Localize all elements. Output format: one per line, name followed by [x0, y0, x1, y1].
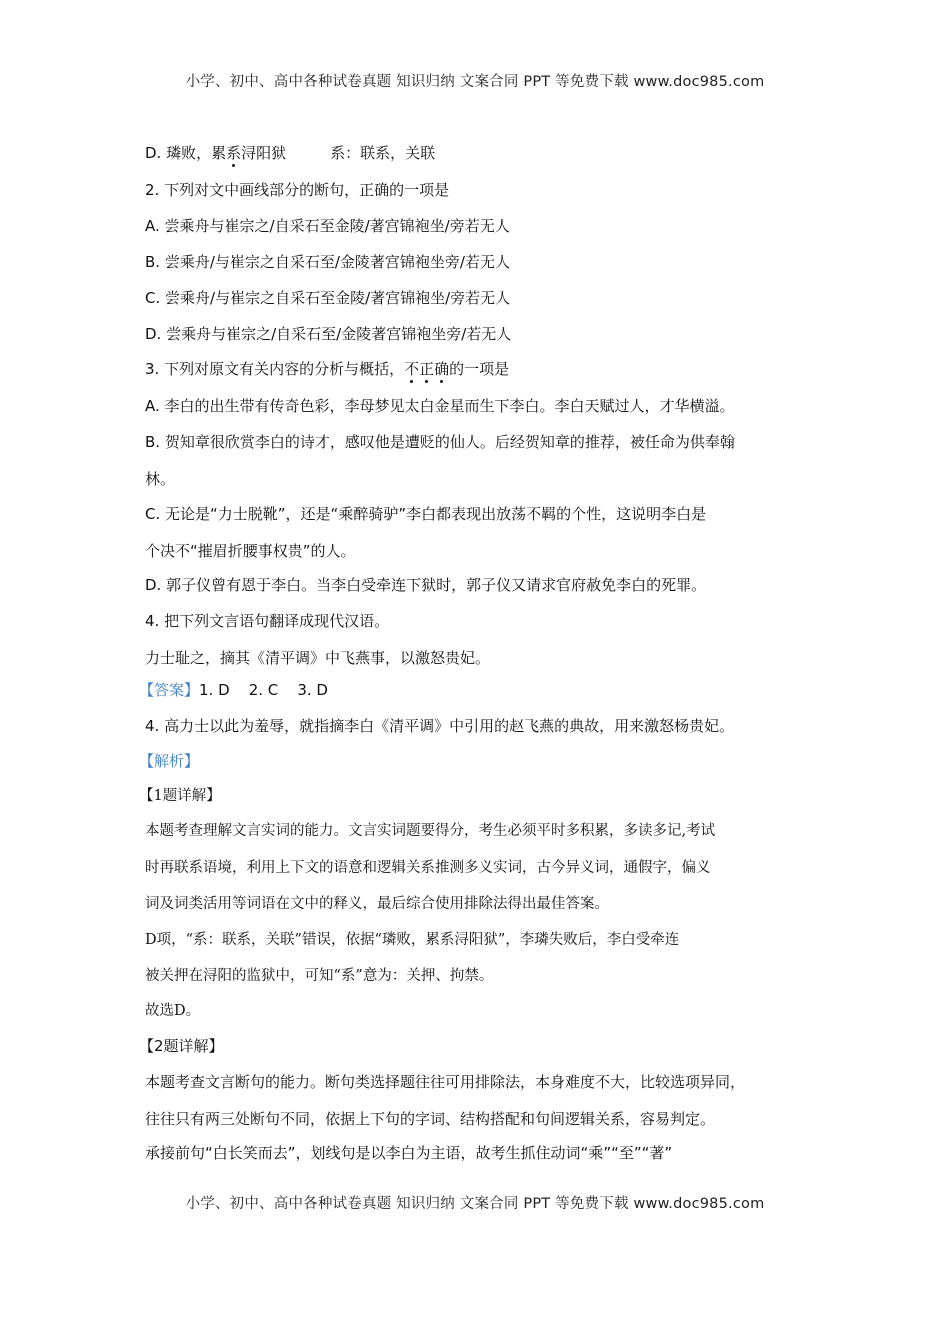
q3-stem-suffix: 的一项是: [449, 360, 510, 378]
emphasized-char: 系: [226, 144, 242, 162]
q1-option-d-rest: 浔阳狱: [241, 144, 287, 162]
q1-analysis-line: 词及词类活用等词语在文中的释义，最后综合使用排除法得出最佳答案。: [145, 896, 609, 912]
q3-option-b-cont: 林。: [145, 470, 176, 488]
q1-analysis-line: 被关押在浔阳的监狱中，可知“系”意为：关押、拘禁。: [145, 968, 494, 984]
q1-option-d: [145, 143, 435, 163]
q1-option-d-gloss: 系：联系，关联: [330, 144, 436, 162]
answer-line: [139, 680, 328, 700]
q2-analysis-line: 承接前句“白长笑而去”，划线句是以李白为主语，故考生抓住动词“乘”“至”“著”: [145, 1144, 673, 1162]
q2-analysis-line: 往往只有两三处断句不同，依据上下句的字词、结构搭配和句间逻辑关系，容易判定。: [145, 1110, 716, 1128]
emphasized-char: 确: [434, 360, 450, 378]
q2-option-b: B. 尝乘舟/与崔宗之自采石至/金陵著宫锦袍坐旁/若无人: [145, 253, 510, 271]
q3-option-d: D. 郭子仪曾有恩于李白。当李白受牵连下狱时，郭子仪又请求官府赦免李白的死罪。: [145, 576, 707, 594]
q3-stem: [145, 359, 509, 379]
analysis-label: 【解析】: [139, 752, 200, 770]
q3-stem-prefix: 3. 下列对原文有关内容的分析与概括，: [145, 360, 405, 378]
q2-option-d: D. 尝乘舟与崔宗之/自采石至/金陵著宫锦袍坐旁/若无人: [145, 325, 512, 343]
answer-values: 1. D 2. C 3. D: [199, 681, 328, 699]
q1-option-d-prefix: D. 璘败，累: [145, 144, 227, 162]
q4-stem: 4. 把下列文言语句翻译成现代汉语。: [145, 612, 390, 630]
q1-analysis-line: 时再联系语境，利用上下文的语意和逻辑关系推测多义实词，古今异义词，通假字，偏义: [145, 860, 711, 876]
footer-watermark: 小学、初中、高中各种试卷真题 知识归纳 文案合同 PPT 等免费下载 www.doc985.com: [185, 1196, 765, 1212]
q4-sentence: 力士耻之，摘其《清平调》中飞燕事，以激怒贵妃。: [145, 649, 491, 667]
q1-analysis-conclusion: 故选D。: [145, 1003, 201, 1019]
q3-option-c: C. 无论是“力士脱靴”，还是“乘醉骑驴”李白都表现出放荡不羁的个性，这说明李白是: [145, 505, 707, 523]
answer-label: 【答案】: [139, 681, 200, 699]
q2-option-a: A. 尝乘舟与崔宗之/自采石至金陵/著宫锦袍坐/旁若无人: [145, 217, 510, 235]
q2-stem: 2. 下列对文中画线部分的断句，正确的一项是: [145, 181, 450, 199]
emphasized-char: 正: [419, 360, 435, 378]
q3-option-a: A. 李白的出生带有传奇色彩，李母梦见太白金星而生下李白。李白天赋过人，才华横溢。: [145, 397, 735, 415]
q2-analysis-heading: 【2题详解】: [139, 1037, 224, 1055]
q3-option-b: B. 贺知章很欣赏李白的诗才，感叹他是遭贬的仙人。后经贺知章的推荐，被任命为供奉翰: [145, 433, 735, 451]
q1-analysis-line: 本题考查理解文言实词的能力。文言实词题要得分，考生必须平时多积累，多读多记,考试: [145, 823, 716, 839]
answer-translation: 4. 高力士以此为羞辱，就指摘李白《清平调》中引用的赵飞燕的典故，用来激怒杨贵妃。: [145, 717, 735, 735]
q2-option-c: C. 尝乘舟/与崔宗之自采石至金陵/著宫锦袍坐/旁若无人: [145, 289, 511, 307]
q3-option-c-cont: 个决不“摧眉折腰事权贵”的人。: [145, 542, 356, 560]
q2-analysis-line: 本题考查文言断句的能力。断句类选择题往往可用排除法，本身难度不大，比较选项异同，: [145, 1073, 746, 1091]
q1-analysis-line: D项，“系：联系，关联”错误，依据“璘败，累系浔阳狱”，李璘失败后，李白受牵连: [145, 932, 680, 948]
emphasized-char: 不: [404, 360, 420, 378]
header-watermark: 小学、初中、高中各种试卷真题 知识归纳 文案合同 PPT 等免费下载 www.doc985.com: [185, 74, 765, 90]
q1-analysis-heading: 【1题详解】: [139, 788, 221, 804]
